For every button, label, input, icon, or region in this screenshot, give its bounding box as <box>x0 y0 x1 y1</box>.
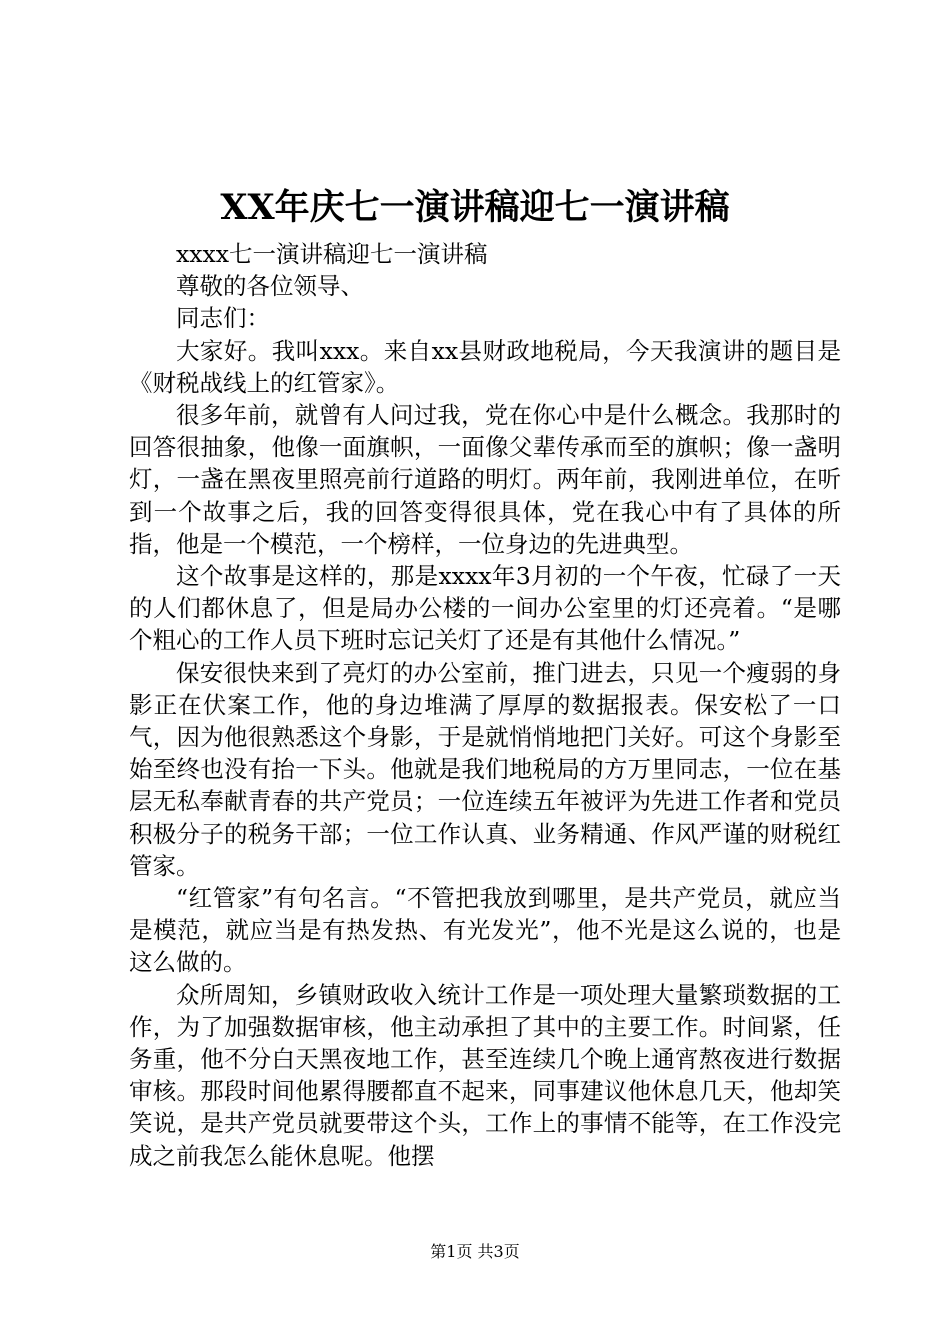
paragraph: 大家好。我叫xxx。来自xx县财政地税局，今天我演讲的题目是《财税战线上的红管家》。 <box>129 336 841 397</box>
page-footer: 第1页 共3页 <box>430 1242 520 1261</box>
paragraph: xxxx七一演讲稿迎七一演讲稿 <box>176 240 488 268</box>
paragraph: “红管家”有句名言。“不管把我放到哪里，是共产党员，就应当是模范，就应当是有热发热、有光发光”，他不光是这么说的，也是这么做的。 <box>129 884 841 977</box>
document-body <box>129 238 841 1172</box>
paragraph: 同志们： <box>176 304 270 333</box>
document-title: XX年庆七一演讲稿迎七一演讲稿 <box>220 187 730 228</box>
paragraph: 很多年前，就曾有人问过我，党在你心中是什么概念。我那时的回答很抽象，他像一面旗帜，一面像父辈传承而至的旗帜；像一盏明灯，一盏在黑夜里照亮前行道路的明灯。两年前，我刚进单位，在听到一个故事之后，我的回答变得很具体，党在我心中有了具体的所指，他是一个模范，一个榜样，一位身边的先进典型。 <box>129 401 841 558</box>
paragraph: 保安很快来到了亮灯的办公室前，推门进去，只见一个瘦弱的身影正在伏案工作，他的身边堆满了厚厚的数据报表。保安松了一口气，因为他很熟悉这个身影，于是就悄悄地把门关好。可这个身影至始至终也没有抬一下头。他就是我们地税局的方万里同志，一位在基层无私奉献青春的共产党员；一位连续五年被评为先进工作者和党员积极分子的税务干部；一位工作认真、业务精通、作风严谨的财税红管家。 <box>129 658 841 880</box>
paragraph: 尊敬的各位领导、 <box>176 272 364 301</box>
paragraph: 这个故事是这样的，那是xxxx年3月初的一个午夜，忙碌了一天的人们都休息了，但是局办公楼的一间办公室里的灯还亮着。“是哪个粗心的工作人员下班时忘记关灯了还是有其他什么情况。” <box>129 562 841 655</box>
paragraph: 众所周知，乡镇财政收入统计工作是一项处理大量繁琐数据的工作，为了加强数据审核，他主动承担了其中的主要工作。时间紧，任务重，他不分白天黑夜地工作，甚至连续几个晚上通宵熬夜进行数据审核。那段时间他累得腰都直不起来，同事建议他休息几天，他却笑笑说，是共产党员就要带这个头，工作上的事情不能等，在工作没完成之前我怎么能休息呢。他摆 <box>129 980 841 1170</box>
